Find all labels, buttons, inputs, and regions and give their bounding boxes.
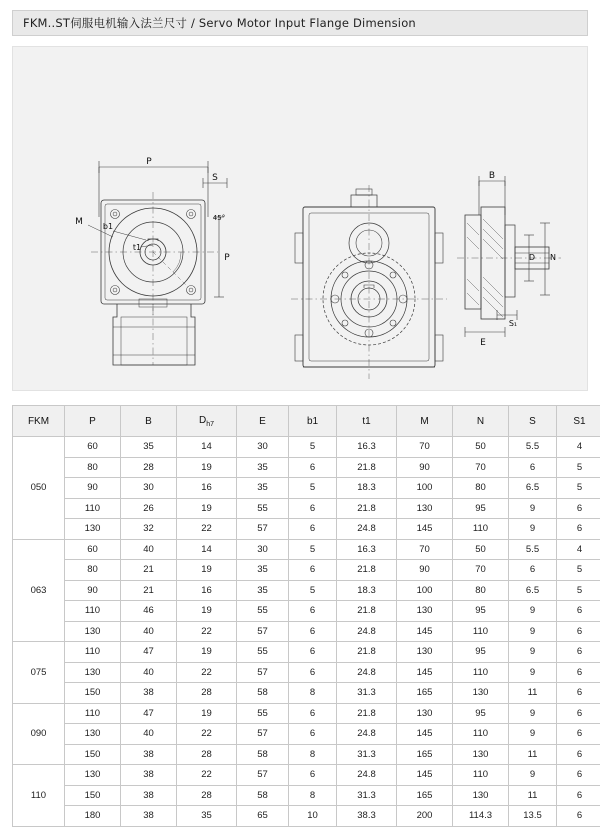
cell: 35: [237, 457, 289, 478]
cell: 110: [453, 621, 509, 642]
cell: 110: [453, 519, 509, 540]
cell: 14: [177, 437, 237, 458]
cell: 19: [177, 642, 237, 663]
cell: 4: [557, 539, 600, 560]
table-row: [13, 601, 600, 622]
cell: 6: [289, 724, 337, 745]
cell: 18.3: [337, 478, 397, 499]
cell: 57: [237, 519, 289, 540]
col-header-s: S: [509, 406, 557, 437]
table-row: [13, 744, 600, 765]
cell: 6.5: [509, 580, 557, 601]
label-b-right: B: [489, 171, 495, 181]
label-p-top: P: [146, 157, 152, 167]
cell: 55: [237, 601, 289, 622]
cell: 57: [237, 662, 289, 683]
cell: 40: [121, 621, 177, 642]
cell: 180: [65, 806, 121, 827]
cell: 5: [557, 478, 600, 499]
cell: 38: [121, 744, 177, 765]
cell: 5: [557, 457, 600, 478]
group-cell-090: 090: [13, 703, 65, 765]
cell: 5.5: [509, 437, 557, 458]
cell: 6: [557, 765, 600, 786]
cell: 130: [397, 498, 453, 519]
cell: 130: [65, 662, 121, 683]
cell: 95: [453, 601, 509, 622]
cell: 6: [557, 724, 600, 745]
cell: 30: [237, 437, 289, 458]
cell: 165: [397, 785, 453, 806]
page-title: FKM..ST伺服电机输入法兰尺寸 / Servo Motor Input Flange Dimension: [23, 15, 416, 31]
col-header-e: E: [237, 406, 289, 437]
cell: 46: [121, 601, 177, 622]
cell: 130: [65, 519, 121, 540]
cell: 6: [557, 642, 600, 663]
cell: 24.8: [337, 765, 397, 786]
cell: 6: [509, 560, 557, 581]
label-s-top: S: [212, 173, 218, 183]
cell: 21.8: [337, 498, 397, 519]
table-row: [13, 539, 600, 560]
cell: 22: [177, 765, 237, 786]
cell: 70: [453, 457, 509, 478]
cell: 65: [237, 806, 289, 827]
group-cell-075: 075: [13, 642, 65, 704]
col-header-m: M: [397, 406, 453, 437]
cell: 5: [557, 580, 600, 601]
cell: 19: [177, 457, 237, 478]
cell: 9: [509, 724, 557, 745]
cell: 57: [237, 724, 289, 745]
col-header-b: B: [121, 406, 177, 437]
cell: 28: [177, 744, 237, 765]
cell: 10: [289, 806, 337, 827]
title-bar: [12, 10, 588, 36]
cell: 110: [453, 662, 509, 683]
cell: 38: [121, 765, 177, 786]
table-row: [13, 703, 600, 724]
dimension-table: [12, 405, 600, 827]
cell: 80: [453, 478, 509, 499]
cell: 57: [237, 621, 289, 642]
cell: 9: [509, 519, 557, 540]
cell: 130: [65, 621, 121, 642]
cell: 21: [121, 560, 177, 581]
cell: 70: [397, 539, 453, 560]
cell: 6: [557, 806, 600, 827]
cell: 30: [237, 539, 289, 560]
cell: 6: [557, 621, 600, 642]
col-header-n: N: [453, 406, 509, 437]
cell: 28: [121, 457, 177, 478]
cell: 55: [237, 498, 289, 519]
table-row: [13, 560, 600, 581]
cell: 150: [65, 744, 121, 765]
cell: 90: [397, 560, 453, 581]
cell: 19: [177, 703, 237, 724]
cell: 70: [397, 437, 453, 458]
cell: 11: [509, 744, 557, 765]
cell: 6: [557, 662, 600, 683]
cell: 8: [289, 744, 337, 765]
label-angle: 45°: [213, 214, 225, 222]
table-row: [13, 498, 600, 519]
cell: 28: [177, 683, 237, 704]
cell: 90: [397, 457, 453, 478]
cell: 4: [557, 437, 600, 458]
cell: 19: [177, 601, 237, 622]
cell: 5: [289, 539, 337, 560]
cell: 130: [453, 683, 509, 704]
cell: 6: [557, 703, 600, 724]
cell: 114.3: [453, 806, 509, 827]
cell: 22: [177, 724, 237, 745]
cell: 35: [237, 560, 289, 581]
cell: 9: [509, 621, 557, 642]
cell: 6: [557, 601, 600, 622]
cell: 130: [65, 724, 121, 745]
cell: 110: [453, 765, 509, 786]
cell: 145: [397, 765, 453, 786]
cell: 6: [289, 642, 337, 663]
cell: 55: [237, 703, 289, 724]
label-n-right: N: [550, 253, 556, 262]
cell: 32: [121, 519, 177, 540]
table-row: [13, 724, 600, 745]
table-row: [13, 662, 600, 683]
cell: 38: [121, 785, 177, 806]
cell: 31.3: [337, 744, 397, 765]
cell: 21.8: [337, 560, 397, 581]
cell: 28: [177, 785, 237, 806]
cell: 110: [65, 703, 121, 724]
cell: 16: [177, 580, 237, 601]
cell: 35: [237, 478, 289, 499]
cell: 19: [177, 560, 237, 581]
dimension-table-wrap: [12, 405, 588, 827]
cell: 11: [509, 785, 557, 806]
cell: 38: [121, 806, 177, 827]
cell: 35: [237, 580, 289, 601]
cell: 6: [289, 621, 337, 642]
cell: 80: [65, 560, 121, 581]
cell: 19: [177, 498, 237, 519]
cell: 145: [397, 621, 453, 642]
cell: 6: [557, 519, 600, 540]
group-cell-063: 063: [13, 539, 65, 642]
cell: 70: [453, 560, 509, 581]
label-t1: t1: [133, 243, 141, 252]
cell: 50: [453, 539, 509, 560]
col-header-p: P: [65, 406, 121, 437]
cell: 100: [397, 580, 453, 601]
cell: 24.8: [337, 621, 397, 642]
cell: 6: [289, 662, 337, 683]
cell: 22: [177, 621, 237, 642]
cell: 16: [177, 478, 237, 499]
cell: 6: [557, 498, 600, 519]
cell: 24.8: [337, 519, 397, 540]
cell: 100: [397, 478, 453, 499]
label-s1-right: S₁: [509, 319, 517, 328]
cell: 165: [397, 744, 453, 765]
cell: 21.8: [337, 457, 397, 478]
cell: 26: [121, 498, 177, 519]
table-row: [13, 683, 600, 704]
cell: 18.3: [337, 580, 397, 601]
cell: 80: [453, 580, 509, 601]
cell: 130: [65, 765, 121, 786]
cell: 95: [453, 703, 509, 724]
cell: 9: [509, 642, 557, 663]
cell: 14: [177, 539, 237, 560]
cell: 150: [65, 683, 121, 704]
cell: 110: [65, 642, 121, 663]
col-header-t1: t1: [337, 406, 397, 437]
cell: 6: [289, 703, 337, 724]
cell: 6: [289, 519, 337, 540]
cell: 150: [65, 785, 121, 806]
table-row: [13, 437, 600, 458]
cell: 11: [509, 683, 557, 704]
cell: 130: [397, 601, 453, 622]
cell: 58: [237, 683, 289, 704]
flange-dimension-drawing: [13, 47, 589, 390]
table-row: [13, 580, 600, 601]
cell: 9: [509, 498, 557, 519]
cell: 31.3: [337, 683, 397, 704]
cell: 130: [397, 642, 453, 663]
cell: 130: [397, 703, 453, 724]
cell: 21: [121, 580, 177, 601]
group-cell-050: 050: [13, 437, 65, 540]
col-header-s1: S1: [557, 406, 600, 437]
table-row: [13, 519, 600, 540]
label-b1: b1: [103, 222, 113, 231]
cell: 9: [509, 601, 557, 622]
cell: 5.5: [509, 539, 557, 560]
cell: 55: [237, 642, 289, 663]
col-header-b1: b1: [289, 406, 337, 437]
table-row: [13, 806, 600, 827]
cell: 6: [289, 498, 337, 519]
cell: 21.8: [337, 703, 397, 724]
cell: 16.3: [337, 539, 397, 560]
cell: 95: [453, 642, 509, 663]
cell: 200: [397, 806, 453, 827]
cell: 6: [289, 560, 337, 581]
cell: 9: [509, 765, 557, 786]
cell: 6.5: [509, 478, 557, 499]
col-header-d-sub: h7: [206, 421, 214, 428]
cell: 30: [121, 478, 177, 499]
cell: 5: [289, 478, 337, 499]
cell: 5: [289, 437, 337, 458]
table-row: [13, 478, 600, 499]
cell: 38.3: [337, 806, 397, 827]
cell: 90: [65, 580, 121, 601]
cell: 16.3: [337, 437, 397, 458]
cell: 8: [289, 683, 337, 704]
cell: 6: [557, 744, 600, 765]
cell: 95: [453, 498, 509, 519]
cell: 130: [453, 744, 509, 765]
cell: 58: [237, 744, 289, 765]
cell: 9: [509, 662, 557, 683]
cell: 6: [289, 601, 337, 622]
cell: 13.5: [509, 806, 557, 827]
cell: 80: [65, 457, 121, 478]
cell: 6: [509, 457, 557, 478]
cell: 40: [121, 662, 177, 683]
cell: 24.8: [337, 662, 397, 683]
table-row: [13, 765, 600, 786]
cell: 60: [65, 437, 121, 458]
cell: 47: [121, 642, 177, 663]
cell: 21.8: [337, 601, 397, 622]
cell: 35: [121, 437, 177, 458]
technical-drawing-panel: [12, 46, 588, 391]
label-e-right: E: [480, 338, 486, 348]
cell: 22: [177, 519, 237, 540]
cell: 9: [509, 703, 557, 724]
cell: 145: [397, 662, 453, 683]
cell: 31.3: [337, 785, 397, 806]
cell: 40: [121, 724, 177, 745]
cell: 5: [289, 580, 337, 601]
cell: 130: [453, 785, 509, 806]
cell: 21.8: [337, 642, 397, 663]
table-row: [13, 642, 600, 663]
cell: 58: [237, 785, 289, 806]
cell: 47: [121, 703, 177, 724]
cell: 40: [121, 539, 177, 560]
cell: 60: [65, 539, 121, 560]
cell: 145: [397, 519, 453, 540]
table-row: [13, 621, 600, 642]
cell: 6: [289, 457, 337, 478]
cell: 90: [65, 478, 121, 499]
label-m: M: [75, 217, 83, 227]
cell: 5: [557, 560, 600, 581]
cell: 8: [289, 785, 337, 806]
table-header-row: [13, 406, 600, 437]
table-row: [13, 785, 600, 806]
cell: 35: [177, 806, 237, 827]
table-body: [13, 437, 600, 827]
cell: 110: [65, 601, 121, 622]
group-cell-110: 110: [13, 765, 65, 827]
col-header-fkm: FKM: [13, 406, 65, 437]
cell: 6: [557, 683, 600, 704]
cell: 38: [121, 683, 177, 704]
cell: 6: [289, 765, 337, 786]
cell: 145: [397, 724, 453, 745]
cell: 24.8: [337, 724, 397, 745]
col-header-d: [177, 406, 237, 437]
cell: 6: [557, 785, 600, 806]
label-p-right: P: [224, 253, 230, 263]
cell: 22: [177, 662, 237, 683]
label-d-right: D: [529, 253, 535, 262]
cell: 50: [453, 437, 509, 458]
cell: 57: [237, 765, 289, 786]
cell: 110: [65, 498, 121, 519]
cell: 110: [453, 724, 509, 745]
table-row: [13, 457, 600, 478]
cell: 165: [397, 683, 453, 704]
col-header-d-main: D: [199, 415, 206, 426]
